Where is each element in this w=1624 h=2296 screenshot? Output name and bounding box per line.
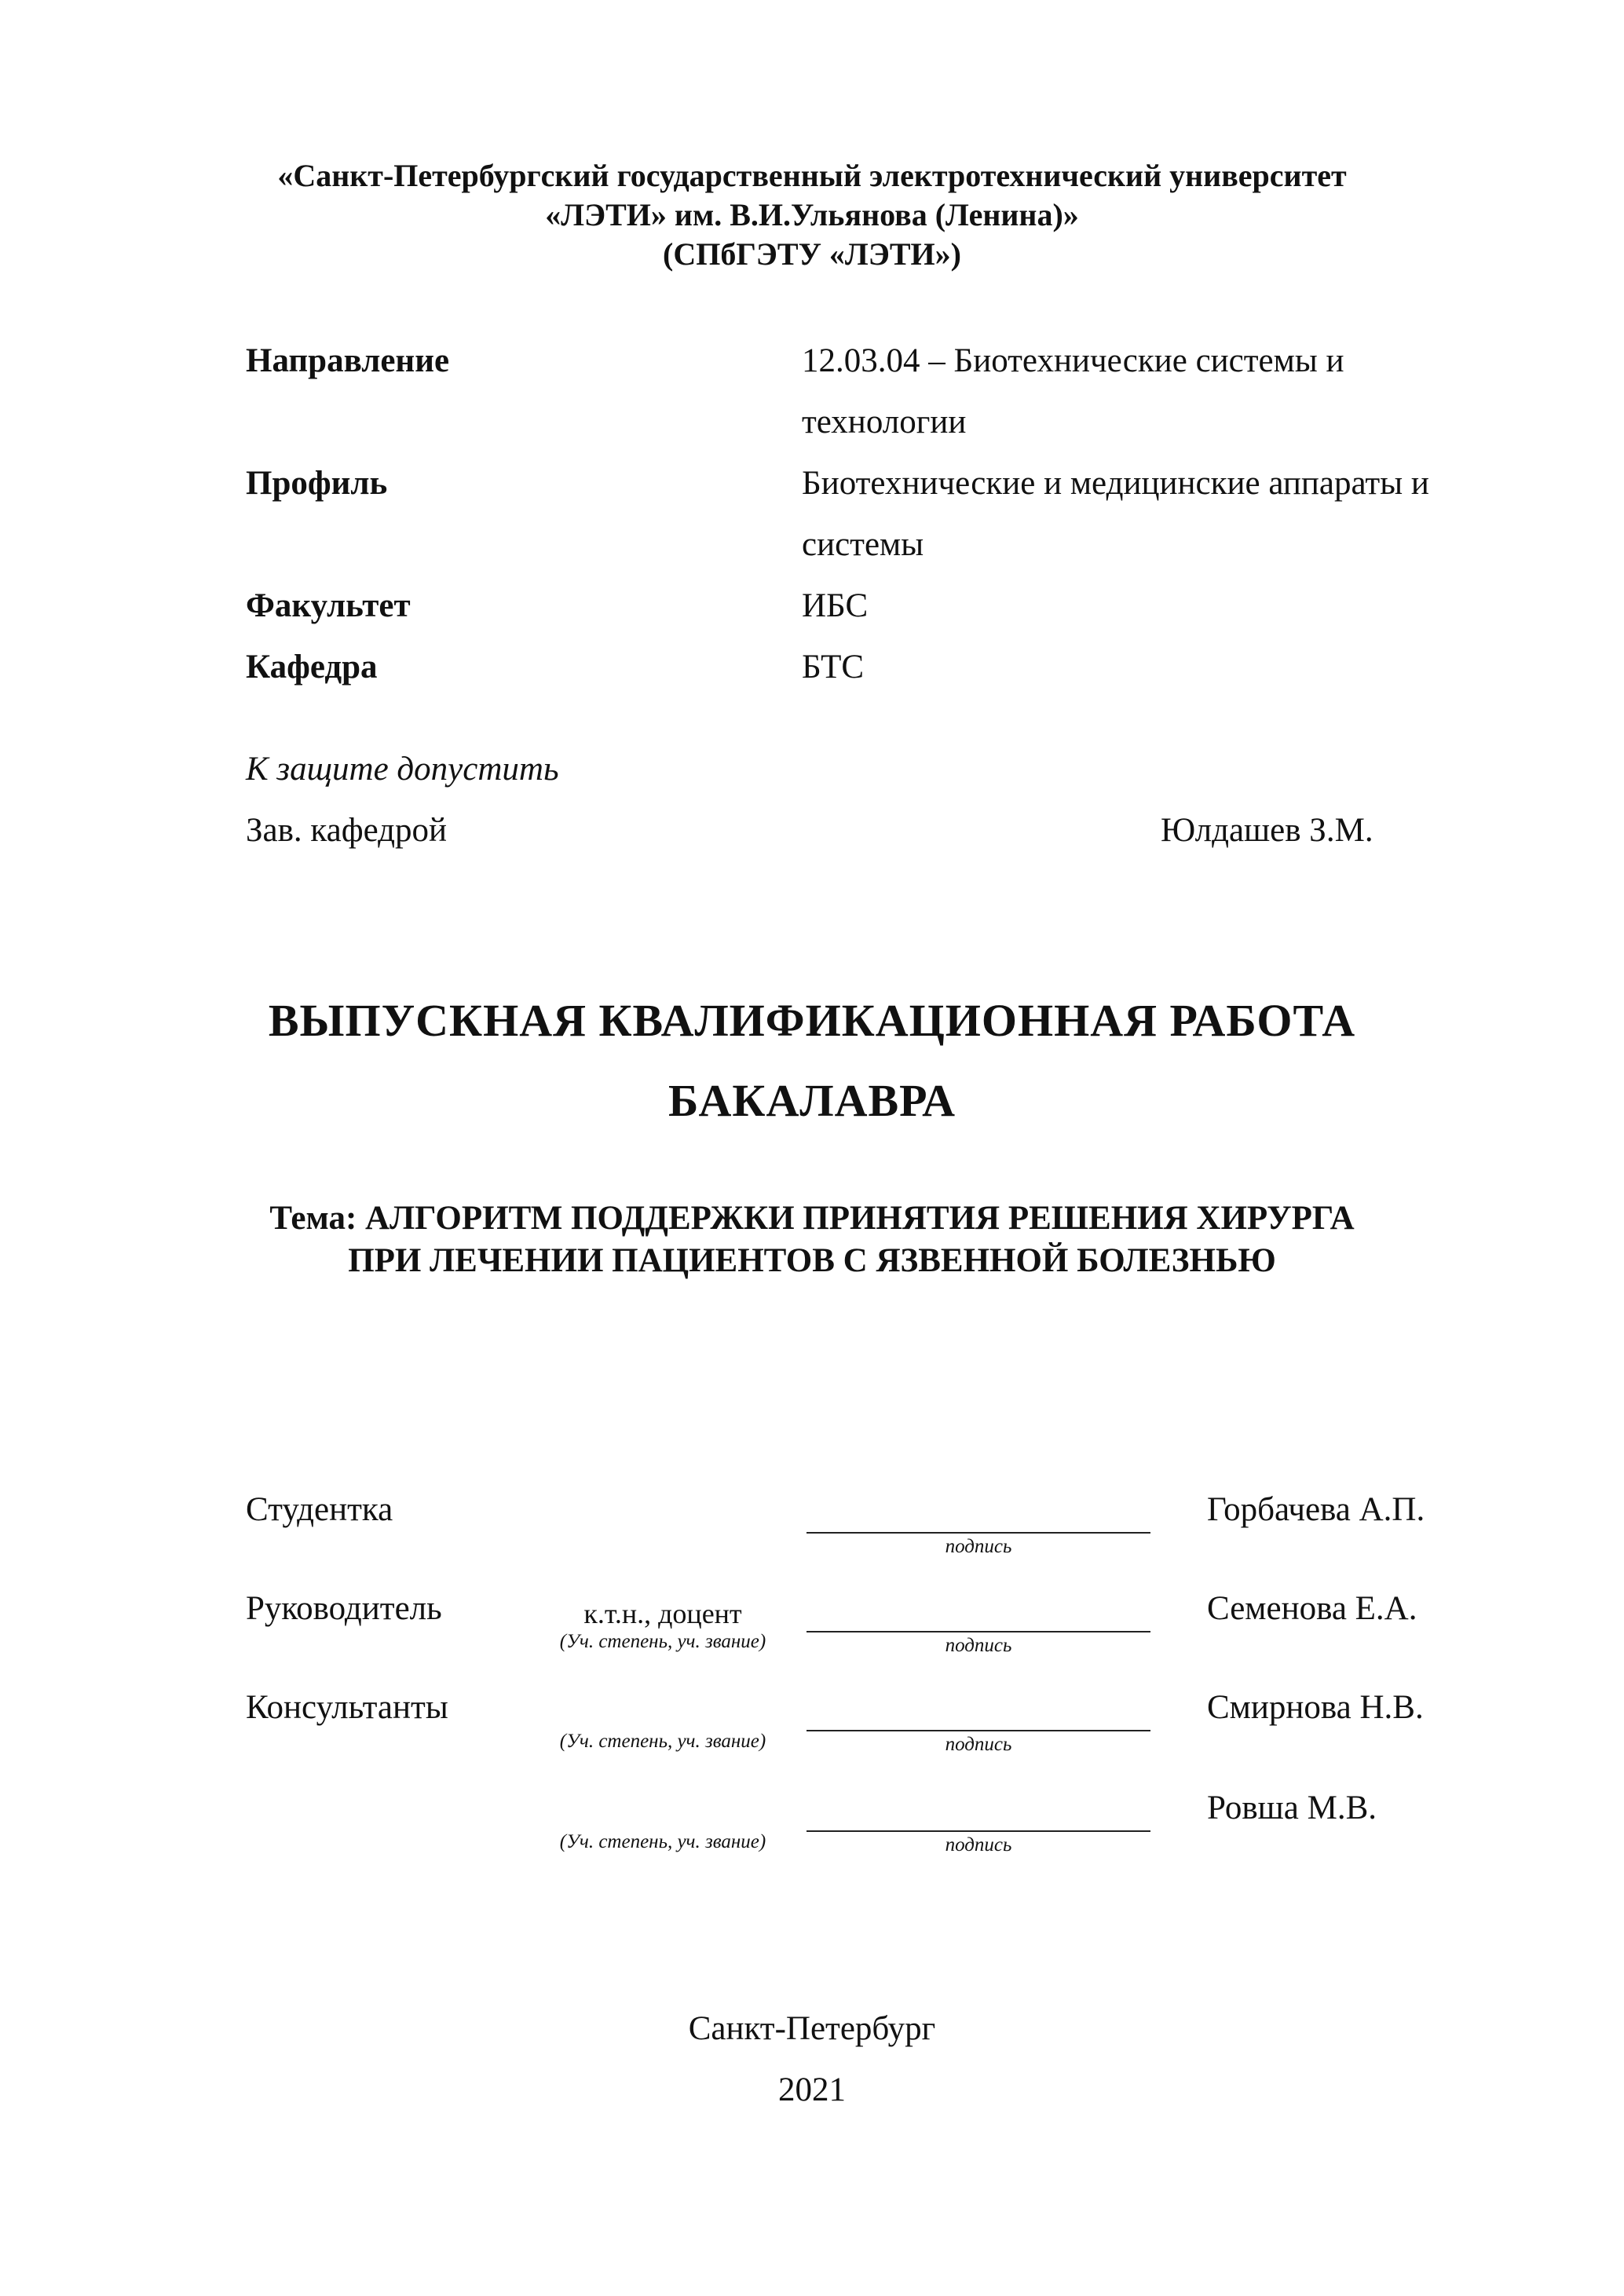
degree-caption-supervisor: (Уч. степень, уч. звание) [559, 1631, 766, 1652]
footer-year: 2021 [778, 2071, 846, 2108]
document-title-line-2: БАКАЛАВРА [668, 1075, 956, 1126]
signature-role-consultants: Консультанты [246, 1689, 448, 1726]
signature-line-consultant-1 [807, 1730, 1150, 1731]
signature-line-consultant-2 [807, 1830, 1150, 1832]
topic-line-1: Тема: АЛГОРИТМ ПОДДЕРЖКИ ПРИНЯТИЯ РЕШЕНИЯ ХИРУРГА [269, 1200, 1355, 1237]
signature-role-supervisor: Руководитель [246, 1590, 442, 1627]
footer-city: Санкт-Петербург [688, 2010, 936, 2047]
field-value-faculty: ИБС [802, 587, 869, 624]
signature-name-consultant-1: Смирнова Н.В. [1207, 1689, 1424, 1726]
field-label-profile: Профиль [246, 465, 388, 502]
field-label-faculty: Факультет [246, 587, 411, 624]
signature-line-student [807, 1532, 1150, 1534]
signature-line-supervisor [807, 1631, 1150, 1632]
field-label-direction: Направление [246, 342, 450, 379]
field-value-department: БТС [802, 649, 865, 686]
field-label-department: Кафедра [246, 649, 378, 686]
signature-caption-consultant-2: подпись [945, 1834, 1012, 1855]
field-value-direction: 12.03.04 – Биотехнические системы и технологии [802, 342, 1344, 441]
signature-name-student: Горбачева А.П. [1207, 1491, 1425, 1528]
signature-role-student: Студентка [246, 1491, 393, 1528]
signature-caption-student: подпись [945, 1536, 1012, 1557]
signature-caption-consultant-1: подпись [945, 1734, 1012, 1755]
topic-line-2: ПРИ ЛЕЧЕНИИ ПАЦИЕНТОВ С ЯЗВЕННОЙ БОЛЕЗНЬЮ [348, 1242, 1276, 1279]
approval-role: Зав. кафедрой [246, 812, 448, 849]
supervisor-degree: к.т.н., доцент [583, 1598, 742, 1629]
university-abbreviation: (СПбГЭТУ «ЛЭТИ») [663, 236, 961, 272]
approval-name: Юлдашев З.М. [1161, 812, 1373, 849]
university-name-line-1: «Санкт-Петербургский государственный электротехнический университет [277, 158, 1347, 193]
degree-caption-consultant-1: (Уч. степень, уч. звание) [559, 1731, 766, 1752]
signature-name-consultant-2: Ровша М.В. [1207, 1790, 1377, 1826]
approval-heading: К защите допустить [246, 751, 559, 788]
university-name-line-2: «ЛЭТИ» им. В.И.Ульянова (Ленина)» [545, 197, 1079, 232]
signature-caption-supervisor: подпись [945, 1635, 1012, 1656]
degree-caption-consultant-2: (Уч. степень, уч. звание) [559, 1831, 766, 1852]
signature-name-supervisor: Семенова Е.А. [1207, 1590, 1417, 1627]
document-title-line-1: ВЫПУСКНАЯ КВАЛИФИКАЦИОННАЯ РАБОТА [268, 995, 1356, 1046]
field-value-profile: Биотехнические и медицинские аппараты и системы [802, 465, 1429, 563]
